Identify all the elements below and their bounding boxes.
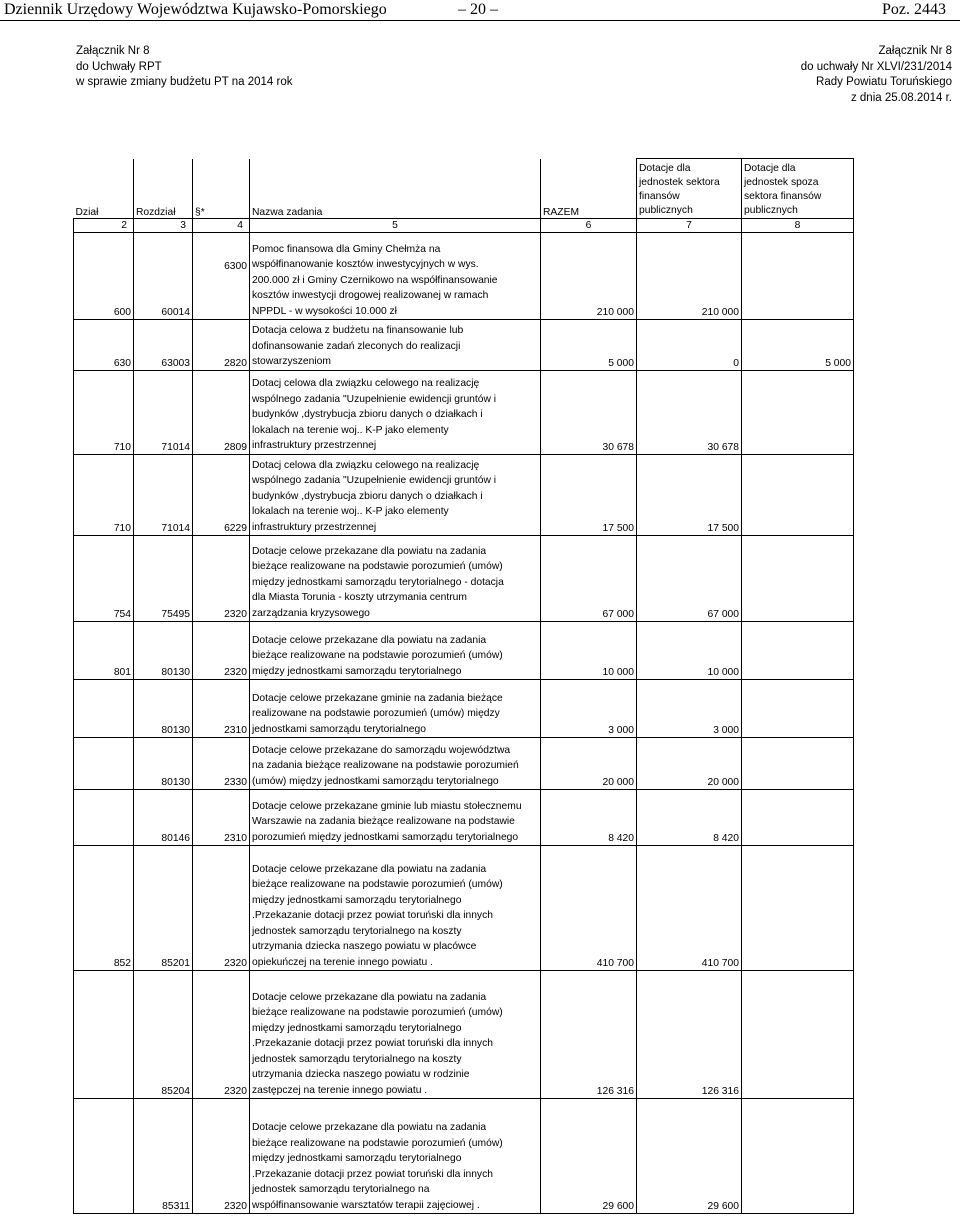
task-name-line: między jednostkami samorządu terytorialnego: [252, 665, 462, 677]
task-name-line: kosztów inwestycji drogowej realizowanej w ramach: [252, 290, 489, 301]
attachment-line: w sprawie zmiany budżetu PT na 2014 rok: [76, 76, 293, 88]
spoza-cell: [742, 738, 854, 790]
razem-cell: 20 000: [541, 738, 637, 790]
attachment-note-right: [801, 44, 952, 106]
attachment-line: do Uchwały RPT: [76, 60, 162, 73]
column-number: 3: [134, 219, 193, 233]
task-name-line: między jednostkami samorządu terytorialnego: [252, 1153, 462, 1164]
spoza-cell: 5 000: [742, 320, 854, 371]
razem-cell: 126 316: [541, 971, 637, 1099]
task-name-line: Dotacje celowe przekazane dla powiatu na zadania: [252, 634, 487, 646]
table-header-row: [74, 159, 854, 219]
razem-cell: 67 000: [541, 536, 637, 622]
dzial-cell: 630: [74, 320, 134, 371]
position-number: Poz. 2443: [882, 1, 946, 18]
sektor-cell: 67 000: [637, 536, 742, 622]
task-name-cell: [250, 680, 541, 738]
rozdzial-cell: 63003: [134, 320, 193, 371]
task-name-line: lokalach na terenie woj.. K-P jako elementy: [252, 506, 449, 517]
task-name-line: Dotacje celowe przekazane dla powiatu na zadania: [252, 863, 487, 875]
column-number: 2: [74, 219, 134, 233]
task-name-line: Dotacje celowe przekazane dla powiatu na zadania: [252, 1122, 487, 1133]
task-name-line: zastępczej na terenie innego powiatu .: [252, 1084, 428, 1096]
task-name-line: jednostek samorządu terytorialnego na koszty: [252, 925, 462, 937]
rozdzial-cell: 80130: [134, 622, 193, 680]
paragraf-cell: 2809: [193, 370, 250, 454]
task-name-line: .Przekazanie dotacji przez powiat toruński dla innych: [252, 1038, 493, 1049]
table-row: [74, 233, 854, 320]
task-name-line: lokalach na terenie woj.. K-P jako elementy: [252, 424, 449, 436]
sektor-cell: 126 316: [637, 971, 742, 1099]
task-name-line: jednostkami samorządu terytorialnego: [252, 723, 426, 735]
task-name-line: Pomoc finansowa dla Gminy Chełmża na: [252, 243, 441, 255]
sektor-cell: 17 500: [637, 454, 742, 536]
task-name-line: budynków ,dystrybucja zbioru danych o działkach i: [252, 409, 483, 420]
rozdzial-cell: 75495: [134, 536, 193, 622]
task-name-line: między jednostkami samorządu terytorialnego: [252, 1022, 462, 1034]
task-name-line: dla Miasta Torunia - koszty utrzymania centrum: [252, 592, 467, 603]
rozdzial-cell: 85311: [134, 1099, 193, 1214]
task-name-line: opiekuńczej na terenie innego powiatu .: [252, 956, 433, 968]
paragraf-cell: 6229: [193, 454, 250, 536]
table-row: [74, 1099, 854, 1214]
header-spoza: Dotacje dla jednostek spoza sektora finansów publicznych: [742, 159, 854, 219]
task-name-line: bieżące realizowane na podstawie porozumień (umów): [252, 561, 503, 572]
razem-cell: 410 700: [541, 846, 637, 971]
spoza-cell: [742, 971, 854, 1099]
table-row: [74, 370, 854, 454]
dzial-cell: 710: [74, 370, 134, 454]
dzial-cell: [74, 738, 134, 790]
sektor-cell: 29 600: [637, 1099, 742, 1214]
task-name-cell: [250, 370, 541, 454]
task-name-line: bieżące realizowane na podstawie porozumień (umów): [252, 1007, 503, 1018]
dzial-cell: 710: [74, 454, 134, 536]
rozdzial-cell: 71014: [134, 454, 193, 536]
rozdzial-cell: 80146: [134, 790, 193, 846]
dzial-cell: 852: [74, 846, 134, 971]
attachment-line: Załącznik Nr 8: [878, 45, 952, 57]
header-paragraf: §*: [193, 159, 250, 219]
page-header: [0, 0, 960, 21]
dzial-cell: [74, 680, 134, 738]
task-name-line: Dotacja celowa z budżetu na finansowanie lub: [252, 325, 464, 336]
column-number: 5: [250, 219, 541, 233]
task-name-line: Warszawie na zadania bieżące realizowane na podstawie: [252, 816, 515, 827]
table-row: [74, 536, 854, 622]
task-name-line: bieżące realizowane na podstawie porozumień (umów): [252, 879, 503, 890]
rozdzial-cell: 80130: [134, 680, 193, 738]
attachment-line: Rady Powiatu Toruńskiego: [816, 76, 952, 88]
task-name-line: utrzymania dziecka naszego powiatu w rodzinie: [252, 1069, 470, 1080]
task-name-line: współfinanowanie kosztów inwestycyjnych w wys.: [252, 259, 479, 270]
dzial-cell: [74, 1099, 134, 1214]
razem-cell: 10 000: [541, 622, 637, 680]
table-row: [74, 790, 854, 846]
header-nazwa: Nazwa zadania: [250, 159, 541, 219]
razem-cell: 5 000: [541, 320, 637, 371]
task-name-line: realizowane na podstawie porozumień (umów) między: [252, 708, 500, 719]
task-name-line: bieżące realizowane na podstawie porozumień (umów): [252, 650, 503, 661]
page-number: – 20 –: [458, 1, 498, 18]
paragraf-value: 6300: [224, 261, 247, 272]
task-name-line: .Przekazanie dotacji przez powiat toruński dla innych: [252, 910, 493, 921]
task-name-line: Dotacje celowe przekazane gminie lub miastu stołecznemu: [252, 800, 522, 812]
dzial-cell: 801: [74, 622, 134, 680]
task-name-line: wspólnego zadania "Uzupełnienie ewidencji gruntów i: [252, 393, 497, 405]
spoza-cell: [742, 1099, 854, 1214]
task-name-line: zarządzania kryzysowego: [252, 607, 370, 619]
rozdzial-cell: 60014: [134, 233, 193, 320]
dzial-cell: 754: [74, 536, 134, 622]
table-row: [74, 971, 854, 1099]
column-number: 8: [742, 219, 854, 233]
task-name-line: infrastruktury przestrzennej: [252, 521, 377, 533]
sektor-cell: 10 000: [637, 622, 742, 680]
task-name-line: .Przekazanie dotacji przez powiat toruński dla innych: [252, 1168, 493, 1180]
sektor-cell: 0: [637, 320, 742, 371]
header-dzial: Dział: [74, 159, 134, 219]
task-name-line: utrzymania dziecka naszego powiatu w placówce: [252, 941, 477, 952]
column-number: 6: [541, 219, 637, 233]
spoza-cell: [742, 536, 854, 622]
column-number: 4: [193, 219, 250, 233]
spoza-cell: [742, 622, 854, 680]
header-razem: RAZEM: [541, 159, 637, 219]
task-name-line: Dotacj celowa dla związku celowego na realizację: [252, 459, 480, 471]
paragraf-cell: [193, 233, 250, 320]
task-name-line: między jednostkami samorządu terytorialnego - dotacja: [252, 576, 504, 588]
header-sektor: Dotacje dla jednostek sektora finansów publicznych: [637, 159, 742, 219]
razem-cell: 3 000: [541, 680, 637, 738]
task-name-line: stowarzyszeniom: [252, 356, 331, 367]
column-number-row: [74, 219, 854, 233]
task-name-line: jednostek samorządu terytorialnego na koszty: [252, 1053, 462, 1065]
task-name-line: jednostek samorządu terytorialnego na: [252, 1184, 430, 1195]
razem-cell: 29 600: [541, 1099, 637, 1214]
spoza-cell: [742, 233, 854, 320]
header-rozdzial: Rozdział: [134, 159, 193, 219]
sektor-cell: 210 000: [637, 233, 742, 320]
task-name-cell: [250, 233, 541, 320]
column-number: 7: [637, 219, 742, 233]
rozdzial-cell: 85204: [134, 971, 193, 1099]
task-name-line: dofinansowanie zadań zleconych do realizacji: [252, 340, 461, 352]
spoza-cell: [742, 370, 854, 454]
rozdzial-cell: 71014: [134, 370, 193, 454]
table-row: [74, 454, 854, 536]
spoza-cell: [742, 846, 854, 971]
attachment-line: do uchwały Nr XLVI/231/2014: [800, 60, 952, 73]
paragraf-cell: 2310: [193, 680, 250, 738]
rozdzial-cell: 85201: [134, 846, 193, 971]
task-name-line: Dotacje celowe przekazane dla powiatu na zadania: [252, 991, 487, 1003]
budget-table: [73, 158, 854, 1214]
task-name-line: Dotacje celowe przekazane gminie na zadania bieżące: [252, 692, 503, 704]
task-name-line: infrastruktury przestrzennej: [252, 440, 377, 451]
razem-cell: 30 678: [541, 370, 637, 454]
paragraf-cell: 2320: [193, 1099, 250, 1214]
task-name-cell: [250, 1099, 541, 1214]
table-row: [74, 622, 854, 680]
razem-cell: 8 420: [541, 790, 637, 846]
paragraf-cell: 2330: [193, 738, 250, 790]
task-name-line: (umów) między jednostkami samorządu terytorialnego: [252, 775, 499, 787]
task-name-line: Dotacje celowe przekazane dla powiatu na zadania: [252, 545, 487, 557]
attachment-line: z dnia 25.08.2014 r.: [850, 91, 952, 104]
task-name-cell: [250, 971, 541, 1099]
table-row: [74, 680, 854, 738]
task-name-line: bieżące realizowane na podstawie porozumień (umów): [252, 1137, 503, 1149]
task-name-line: między jednostkami samorządu terytorialnego: [252, 894, 462, 906]
sektor-cell: 30 678: [637, 370, 742, 454]
sektor-cell: 8 420: [637, 790, 742, 846]
spoza-cell: [742, 454, 854, 536]
task-name-line: Dotacje celowe przekazane do samorządu województwa: [252, 744, 511, 756]
dzial-cell: [74, 790, 134, 846]
dzial-cell: [74, 971, 134, 1099]
dzial-cell: 600: [74, 233, 134, 320]
task-name-line: na zadania bieżące realizowane na podstawie porozumień: [252, 760, 519, 771]
task-name-cell: [250, 454, 541, 536]
sektor-cell: 20 000: [637, 738, 742, 790]
table-row: [74, 320, 854, 371]
task-name-line: Dotacj celowa dla związku celowego na realizację: [252, 378, 480, 389]
paragraf-cell: 2820: [193, 320, 250, 371]
journal-title: Dziennik Urzędowy Województwa Kujawsko-Pomorskiego: [4, 1, 387, 18]
table-row: [74, 846, 854, 971]
task-name-line: budynków ,dystrybucja zbioru danych o działkach i: [252, 490, 483, 502]
razem-cell: 210 000: [541, 233, 637, 320]
task-name-cell: [250, 790, 541, 846]
task-name-cell: [250, 320, 541, 371]
paragraf-cell: 2320: [193, 536, 250, 622]
task-name-cell: [250, 536, 541, 622]
attachment-note-left: [76, 44, 292, 91]
task-name-line: 200.000 zł i Gminy Czernikowo na współfinansowanie: [252, 274, 498, 286]
razem-cell: 17 500: [541, 454, 637, 536]
task-name-cell: [250, 846, 541, 971]
paragraf-cell: 2320: [193, 622, 250, 680]
task-name-line: NPPDL - w wysokości 10.000 zł: [252, 305, 397, 317]
task-name-line: współfinansowanie warsztatów terapii zajęciowej .: [252, 1199, 480, 1211]
paragraf-cell: 2310: [193, 790, 250, 846]
task-name-line: wspólnego zadania "Uzupełnienie ewidencji gruntów i: [252, 475, 497, 486]
spoza-cell: [742, 790, 854, 846]
paragraf-cell: 2320: [193, 846, 250, 971]
sektor-cell: 410 700: [637, 846, 742, 971]
task-name-cell: [250, 622, 541, 680]
task-name-cell: [250, 738, 541, 790]
paragraf-cell: 2320: [193, 971, 250, 1099]
spoza-cell: [742, 680, 854, 738]
rozdzial-cell: 80130: [134, 738, 193, 790]
sektor-cell: 3 000: [637, 680, 742, 738]
attachment-line: Załącznik Nr 8: [76, 45, 150, 57]
task-name-line: porozumień między jednostkami samorządu terytorialnego: [252, 831, 519, 843]
table-row: [74, 738, 854, 790]
